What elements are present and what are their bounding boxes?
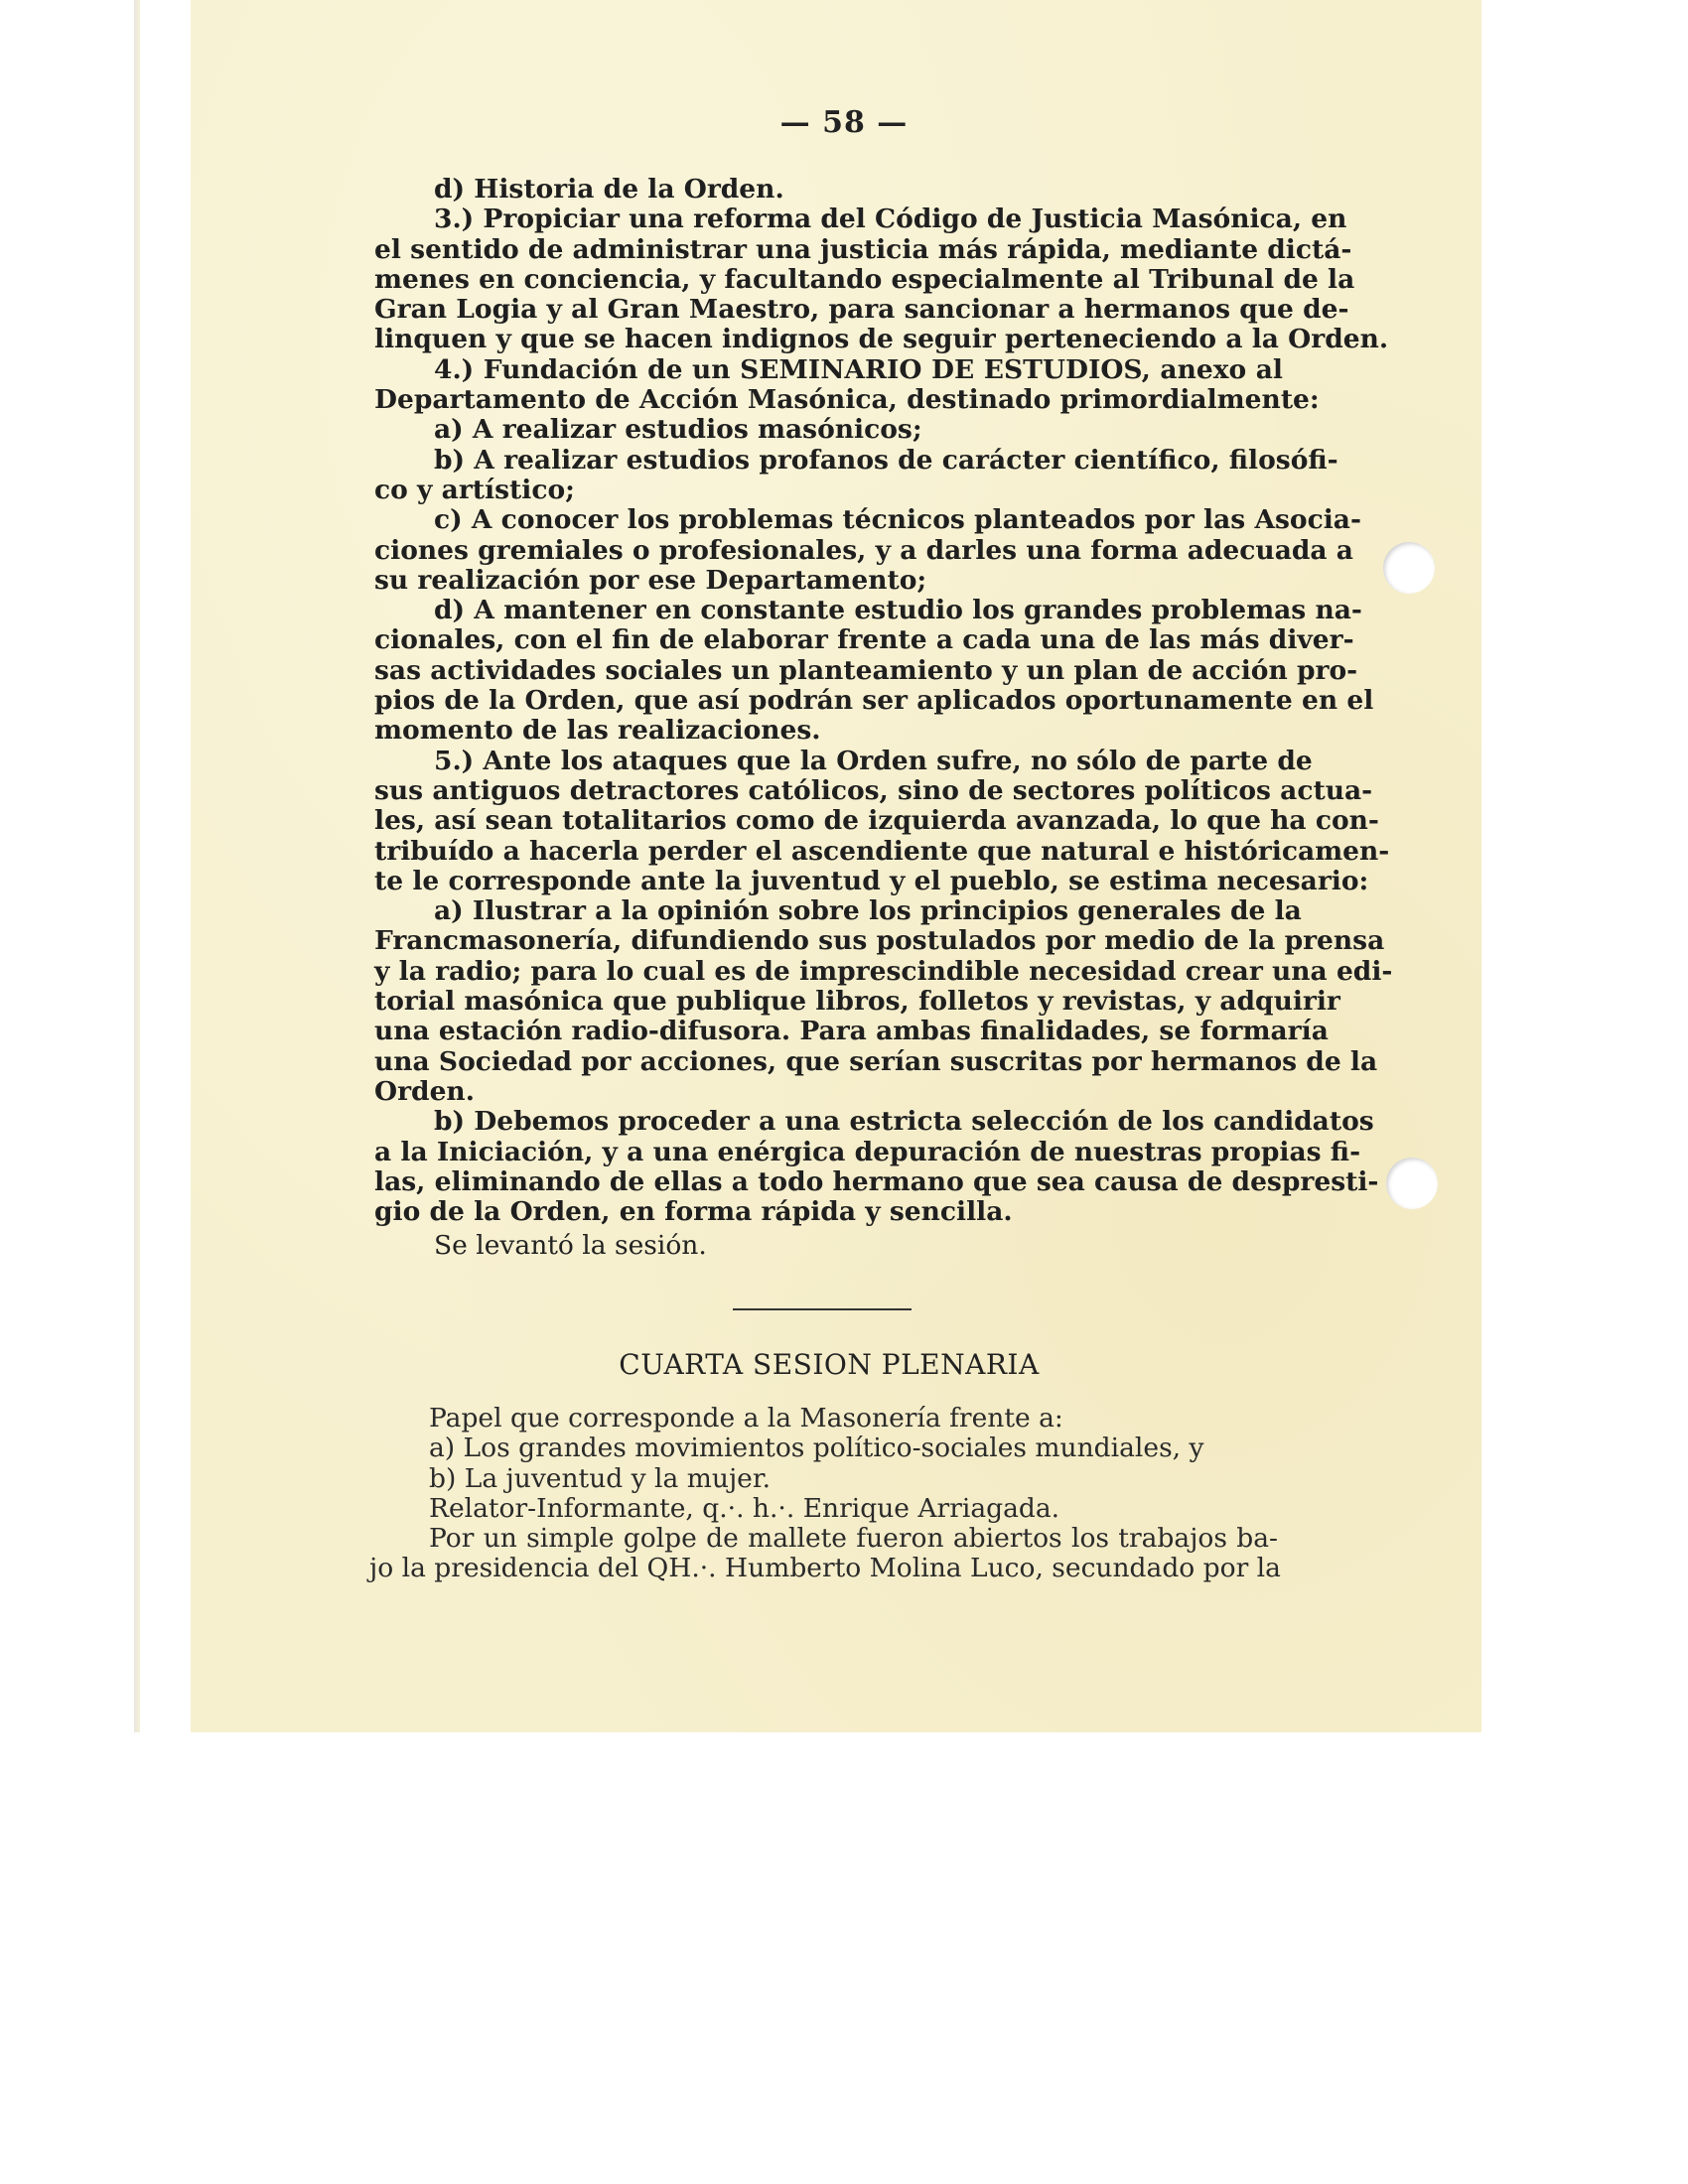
text-line: b) A realizar estudios profanos de carácter científico, filosófi- bbox=[434, 444, 1338, 476]
text-line: d) A mantener en constante estudio los grandes problemas na- bbox=[434, 595, 1362, 626]
text-line: b) La juventud y la mujer. bbox=[429, 1462, 772, 1494]
text-line: tribuído a hacerla perder el ascendiente que natural e históricamen- bbox=[374, 835, 1390, 867]
text-line: Orden. bbox=[374, 1075, 475, 1107]
text-line: Por un simple golpe de mallete fueron abiertos los trabajos ba- bbox=[429, 1523, 1278, 1555]
text-line: a) Los grandes movimientos político-sociales mundiales, y bbox=[429, 1433, 1204, 1464]
text-line: te le corresponde ante la juventud y el pueblo, se estima necesario: bbox=[374, 865, 1369, 896]
text-line: 4.) Fundación de un SEMINARIO DE ESTUDIOS, anexo al bbox=[434, 353, 1283, 385]
text-line: jo la presidencia del QH.·. Humberto Molina Luco, secundado por la bbox=[369, 1553, 1281, 1584]
text-line: y la radio; para lo cual es de imprescindible necesidad crear una edi- bbox=[374, 955, 1393, 987]
page-number: — 58 — bbox=[779, 105, 909, 140]
text-line: pios de la Orden, que así podrán ser aplicados oportunamente en el bbox=[374, 685, 1374, 717]
section-heading: CUARTA SESION PLENARIA bbox=[619, 1348, 1040, 1381]
text-line: co y artístico; bbox=[374, 474, 575, 505]
text-line: gio de la Orden, en forma rápida y sencilla. bbox=[374, 1196, 1013, 1228]
text-line: 3.) Propiciar una reforma del Código de Justicia Masónica, en bbox=[434, 204, 1347, 235]
text-line: una Sociedad por acciones, que serían suscritas por hermanos de la bbox=[374, 1045, 1378, 1077]
text-line: sus antiguos detractores católicos, sino de sectores políticos actua- bbox=[374, 774, 1373, 806]
closing-line: Se levantó la sesión. bbox=[434, 1230, 707, 1261]
text-line: Relator-Informante, q.·. h.·. Enrique Arriagada. bbox=[429, 1492, 1060, 1524]
text-line: menes en conciencia, y facultando especialmente al Tribunal de la bbox=[374, 263, 1355, 295]
text-line: el sentido de administrar una justicia más rápida, mediante dictá- bbox=[374, 233, 1352, 265]
resolutions-text bbox=[374, 174, 1393, 1228]
text-line: les, así sean totalitarios como de izquierda avanzada, lo que ha con- bbox=[374, 805, 1379, 837]
punch-hole-top bbox=[1383, 542, 1435, 594]
text-line: 5.) Ante los ataques que la Orden sufre, no sólo de parte de bbox=[434, 745, 1313, 776]
text-line: linquen y que se hacen indignos de seguir perteneciendo a la Orden. bbox=[374, 324, 1389, 355]
text-line: Papel que corresponde a la Masonería frente a: bbox=[429, 1403, 1063, 1433]
scan-edge bbox=[134, 0, 140, 1732]
text-line: cionales, con el fin de elaborar frente a cada una de las más diver- bbox=[374, 624, 1354, 656]
text-line: Gran Logia y al Gran Maestro, para sancionar a hermanos que de- bbox=[374, 294, 1349, 326]
text-line: ciones gremiales o profesionales, y a darles una forma adecuada a bbox=[374, 534, 1353, 566]
text-line: una estación radio-difusora. Para ambas finalidades, se formaría bbox=[374, 1016, 1329, 1047]
text-line: b) Debemos proceder a una estricta selección de los candidatos bbox=[434, 1106, 1374, 1138]
text-line: momento de las realizaciones. bbox=[374, 715, 821, 747]
text-line: torial masónica que publique libros, folletos y revistas, y adquirir bbox=[374, 986, 1340, 1018]
text-line: c) A conocer los problemas técnicos planteados por las Asocia- bbox=[434, 504, 1361, 536]
text-line: d) Historia de la Orden. bbox=[434, 174, 784, 205]
section-divider bbox=[733, 1308, 912, 1310]
session-intro-text bbox=[369, 1403, 1281, 1584]
text-line: a) A realizar estudios masónicos; bbox=[434, 414, 922, 446]
text-line: su realización por ese Departamento; bbox=[374, 564, 927, 596]
text-line: Departamento de Acción Masónica, destinado primordialmente: bbox=[374, 384, 1320, 416]
punch-hole-bottom bbox=[1386, 1158, 1438, 1209]
text-line: a) Ilustrar a la opinión sobre los principios generales de la bbox=[434, 895, 1302, 927]
text-line: a la Iniciación, y a una enérgica depuración de nuestras propias fi- bbox=[374, 1136, 1361, 1167]
text-line: sas actividades sociales un planteamiento y un plan de acción pro- bbox=[374, 654, 1358, 686]
text-line: las, eliminando de ellas a todo hermano que sea causa de despresti- bbox=[374, 1165, 1379, 1197]
text-line: Francmasonería, difundiendo sus postulados por medio de la prensa bbox=[374, 925, 1385, 957]
